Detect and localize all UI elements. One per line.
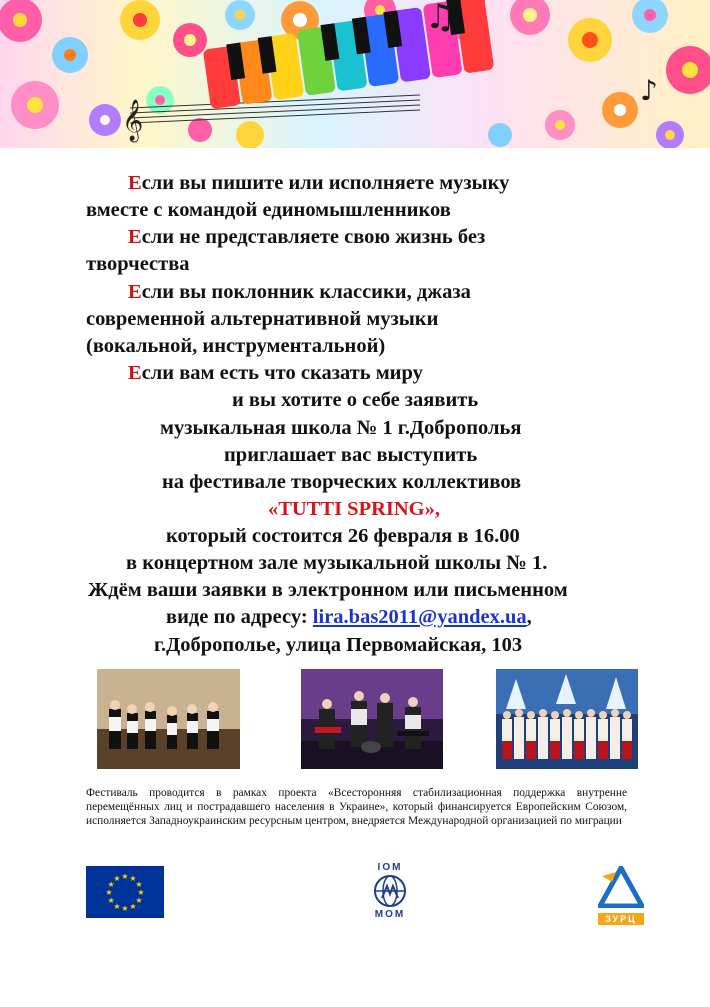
photo-violinists [97, 669, 240, 769]
line-7: (вокальной, инструментальной) [86, 335, 386, 357]
email-link[interactable]: lira.bas2011@yandex.ua [312, 606, 527, 628]
line-8: Если вам есть что сказать миру [128, 362, 423, 384]
line-1: Если вы пишите или исполняете музыку [128, 172, 510, 194]
center-line-1: и вы хотите о себе заявить [232, 389, 479, 411]
line-4: творчества [86, 253, 190, 275]
center-line-3: приглашает вас выступить [224, 444, 478, 466]
eu-star-icon: ★ [113, 874, 121, 884]
iom-text: IOM [377, 862, 403, 873]
eu-star-icon: ★ [107, 880, 115, 889]
center-line-8: Ждём ваши заявки в электронном или письменном [88, 579, 568, 601]
festival-name: «TUTTI SPRING», [268, 498, 441, 520]
eu-star-icon: ★ [107, 896, 115, 905]
center-line-6: который состоится 26 февраля в 16.00 [166, 525, 520, 547]
eu-flag-logo [86, 866, 164, 918]
iom-logo [366, 862, 414, 920]
eu-star-icon: ★ [105, 888, 113, 897]
project-note: Фестиваль проводится в рамках проекта «Всесторонняя стабилизационная поддержка внутренне перемещённых лиц и пострадавшего населения в Украине», который финансируется Европейским Союзом, исполняется Западноукраинским ресурсным центром, внедряется Международной организацией по миграции [86, 787, 627, 828]
globe-icon [373, 874, 407, 908]
eu-star-icon: ★ [135, 896, 143, 905]
eu-star-icon: ★ [121, 904, 129, 913]
mom-text: МОМ [374, 909, 406, 920]
triangle-icon [598, 866, 644, 908]
line-6: современной альтернативной музыки [86, 308, 439, 330]
svg-text:𝄞: 𝄞 [122, 100, 144, 141]
eu-star-icon: ★ [129, 901, 137, 911]
zurc-text: ЗУРЦ [598, 913, 644, 925]
zurc-logo [598, 866, 644, 922]
photo-choir [496, 669, 638, 769]
header-banner [0, 0, 710, 148]
svg-text:♪: ♪ [640, 74, 658, 107]
photo-band [301, 669, 443, 769]
line-5: Если вы поклонник классики, джаза [128, 281, 471, 303]
center-line-2: музыкальная школа № 1 г.Доброполья [160, 417, 522, 439]
center-line-4: на фестивале творческих коллективов [162, 471, 522, 493]
street-line: г.Доброполье, улица Первомайская, 103 [154, 634, 523, 656]
eu-star-icon: ★ [135, 880, 143, 889]
address-line: виде по адресу: lira.bas2011@yandex.ua, [166, 606, 532, 628]
center-line-7: в концертном зале музыкальной школы № 1. [126, 552, 548, 574]
eu-star-icon: ★ [129, 874, 137, 884]
line-2: вместе с командой единомышленников [86, 199, 451, 221]
line-3: Если не представляете свою жизнь без [128, 226, 486, 248]
eu-star-icon: ★ [113, 901, 121, 911]
banner-art [0, 0, 710, 148]
eu-star-icon: ★ [137, 888, 145, 897]
svg-text:♫: ♫ [425, 0, 456, 37]
eu-star-icon: ★ [121, 872, 129, 881]
